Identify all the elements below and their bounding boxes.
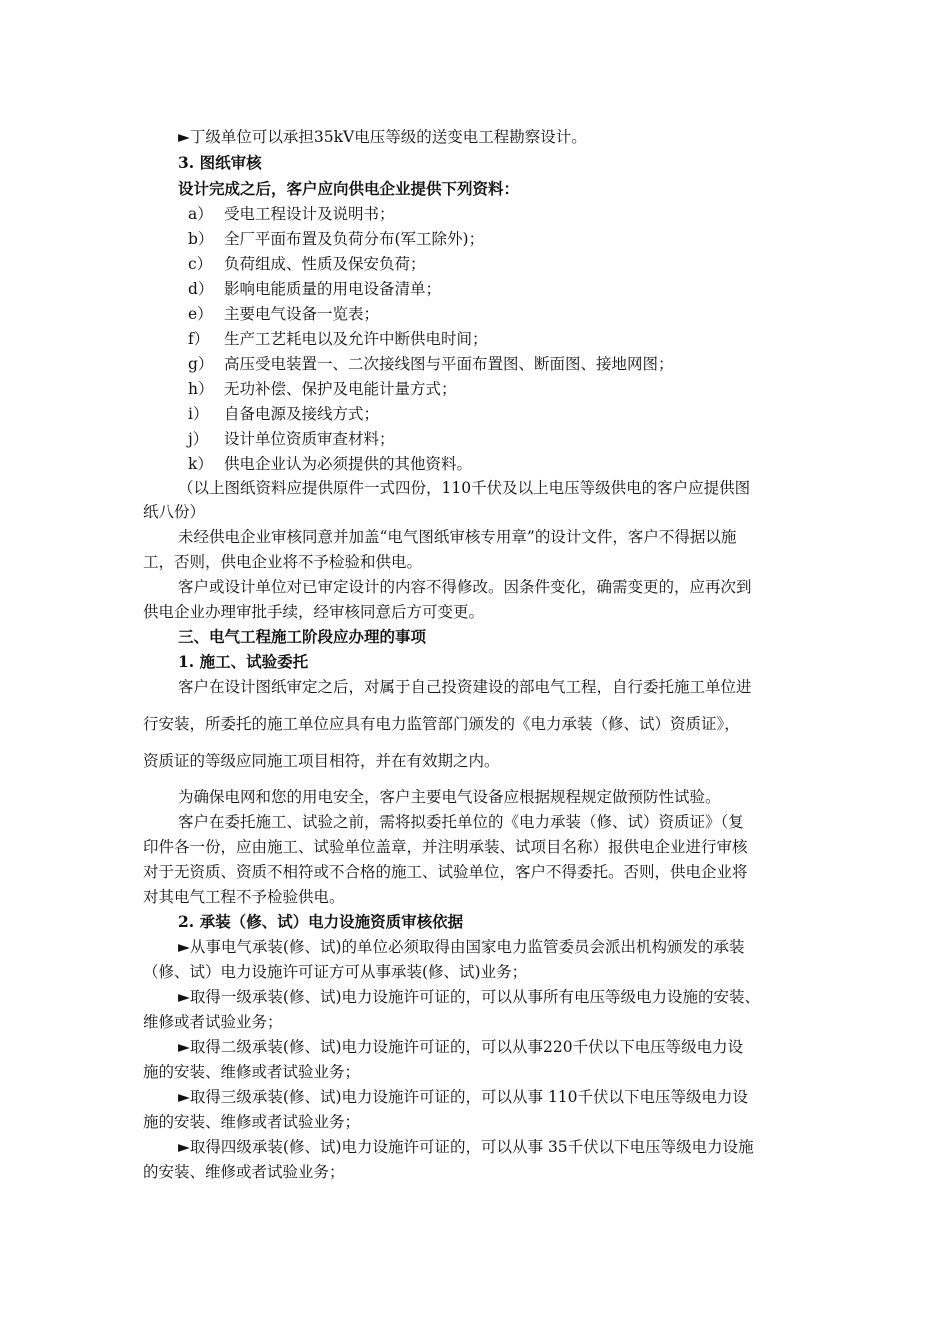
list-item-label: e） — [188, 305, 213, 323]
list-item-label: g） — [188, 355, 214, 373]
paragraph-line: 客户在设计图纸审定之后，对属于自己投资建设的部电气工程，自行委托施工单位进 — [178, 678, 752, 696]
bullet-line: ►取得一级承装(修、试)电力设施许可证的，可以从事所有电压等级电力设施的安装、 — [178, 988, 761, 1006]
subsection-heading: 2. 承装（修、试）电力设施资质审核依据 — [178, 912, 464, 931]
list-item-label: i） — [188, 405, 209, 423]
bullet-line: ►取得三级承装(修、试)电力设施许可证的，可以从事 110千伏以下电压等级电力设 — [178, 1088, 749, 1106]
list-item-text: 供电企业认为必须提供的其他资料。 — [224, 455, 473, 473]
list-item — [188, 304, 379, 324]
section-heading: 三、电气工程施工阶段应办理的事项 — [178, 627, 427, 646]
bullet-line: ►丁级单位可以承担35kV电压等级的送变电工程勘察设计。 — [178, 128, 587, 146]
list-item-text: 自备电源及接线方式； — [224, 405, 380, 423]
list-item-text: 全厂平面布置及负荷分布(军工除外)； — [224, 230, 485, 248]
list-item-label: b） — [188, 230, 214, 248]
list-item — [188, 329, 488, 349]
list-item-text: 影响电能质量的用电设备清单； — [224, 280, 442, 298]
paragraph-line: 施的安装、维修或者试验业务； — [143, 1113, 361, 1131]
list-item-text: 高压受电装置一、二次接线图与平面布置图、断面图、接地网图； — [224, 355, 674, 373]
list-item-text: 生产工艺耗电以及允许中断供电时间； — [224, 330, 488, 348]
list-item-label: j） — [188, 430, 209, 448]
list-item — [188, 379, 457, 399]
paragraph-line: 施的安装、维修或者试验业务； — [143, 1063, 361, 1081]
bullet-line: ►取得四级承装(修、试)电力设施许可证的，可以从事 35千伏以下电压等级电力设施 — [178, 1138, 754, 1156]
paragraph-line: 未经供电企业审核同意并加盖“电气图纸审核专用章”的设计文件，客户不得据以施 — [178, 528, 737, 546]
paragraph-line: 维修或者试验业务； — [143, 1013, 283, 1031]
paragraph-line: 工，否则，供电企业将不予检验和供电。 — [143, 553, 423, 571]
paragraph-line: 对于无资质、资质不相符或不合格的施工、试验单位，客户不得委托。否则，供电企业将 — [143, 863, 748, 881]
list-item-label: h） — [188, 380, 214, 398]
list-item-text: 主要电气设备一览表； — [224, 305, 380, 323]
list-item-label: f） — [188, 330, 210, 348]
paragraph-line: 客户或设计单位对已审定设计的内容不得修改。因条件变化，确需变更的，应再次到 — [178, 578, 752, 596]
list-item-label: k） — [188, 455, 213, 473]
paragraph-line: （以上图纸资料应提供原件一式四份，110千伏及以上电压等级供电的客户应提供图 — [178, 479, 751, 497]
list-item — [188, 454, 472, 474]
list-item — [188, 279, 441, 299]
list-item-text: 设计单位资质审查材料； — [224, 430, 395, 448]
paragraph-line: 行安装，所委托的施工单位应具有电力监管部门颁发的《电力承装（修、试）资质证》， — [143, 715, 740, 733]
list-item-text: 无功补偿、保护及电能计量方式； — [224, 380, 457, 398]
paragraph-line: 纸八份） — [143, 503, 206, 521]
paragraph-line: 对其电气工程不予检验供电。 — [143, 888, 345, 906]
paragraph-line: 资质证的等级应同施工项目相符，并在有效期之内。 — [143, 752, 500, 770]
paragraph-line: 供电企业办理审批手续，经审核同意后方可变更。 — [143, 603, 485, 621]
list-item-label: d） — [188, 280, 214, 298]
bullet-line: ►从事电气承装(修、试)的单位必须取得由国家电力监管委员会派出机构颁发的承装 — [178, 938, 745, 956]
section-intro: 设计完成之后，客户应向供电企业提供下列资料： — [178, 179, 520, 198]
list-item-label: a） — [188, 205, 213, 223]
section-heading: 3. 图纸审核 — [178, 153, 262, 172]
list-item — [188, 404, 379, 424]
paragraph-line: 印件各一份，应由施工、试验单位盖章，并注明承装、试项目名称）报供电企业进行审核 — [143, 838, 748, 856]
list-item — [188, 429, 395, 449]
list-item — [188, 204, 395, 224]
list-item-text: 受电工程设计及说明书； — [224, 205, 395, 223]
paragraph-line: （修、试）电力设施许可证方可从事承装(修、试)业务； — [143, 963, 528, 981]
paragraph-line: 的安装、维修或者试验业务； — [143, 1163, 345, 1181]
list-item — [188, 229, 484, 249]
list-item-label: c） — [188, 255, 213, 273]
list-item — [188, 354, 674, 374]
list-item-text: 负荷组成、性质及保安负荷； — [224, 255, 426, 273]
bullet-line: ►取得二级承装(修、试)电力设施许可证的，可以从事220千伏以下电压等级电力设 — [178, 1038, 744, 1056]
list-item — [188, 254, 426, 274]
paragraph-line: 客户在委托施工、试验之前，需将拟委托单位的《电力承装（修、试）资质证》（复 — [178, 813, 744, 831]
paragraph-line: 为确保电网和您的用电安全，客户主要电气设备应根据规程规定做预防性试验。 — [178, 788, 721, 806]
subsection-heading: 1. 施工、试验委托 — [178, 652, 309, 671]
